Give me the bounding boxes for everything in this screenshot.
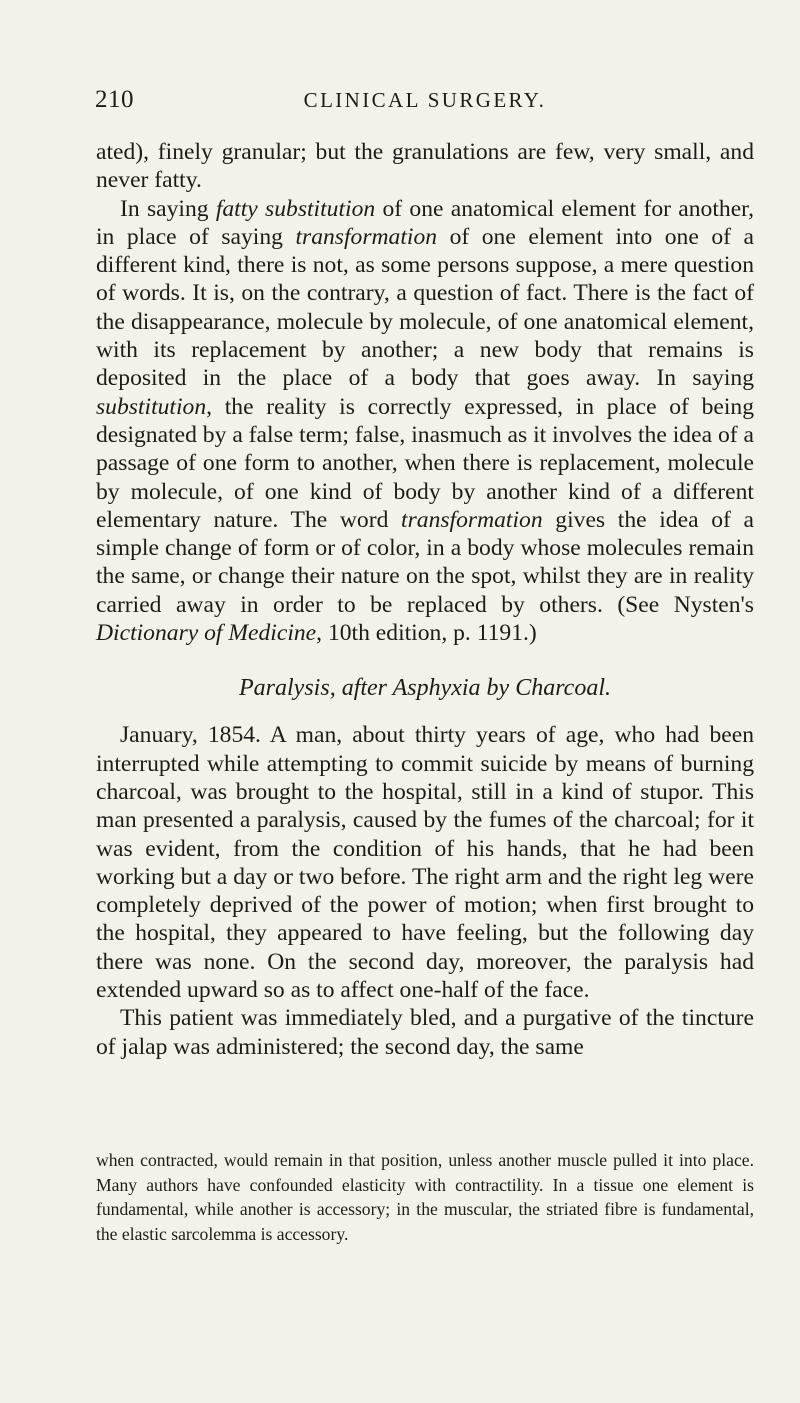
- text-run: January, 1854. A man, about thirty years of age, who had been interrupted while attempting to commit suicide by means of burning charcoal, was brought to the hospital, still in a kind of stupor. This man presented a paralysis, caused by the fumes of the charcoal; for it was evident, from the condition of his hands, that he had been working but a day or two before. The right arm and the right leg were completely deprived of the power of motion; when first brought to the hospital, they appeared to have feeling, but the following day there was none. On the second day, moreover, the paralysis had extended upward so as to affect one-half of the face.: [96, 722, 754, 1004]
- text-run: This patient was immediately bled, and a purgative of the tincture of jalap was administered; the second day, the same: [96, 1005, 754, 1060]
- paragraph: [96, 721, 754, 1004]
- page-header: [95, 86, 755, 116]
- section-heading: [96, 673, 754, 703]
- paragraph: [96, 195, 754, 648]
- italic-text-run: transformation: [401, 506, 543, 533]
- text-run: of one element into one of a different kind, there is not, as some persons suppose, a mere question of words. It is, on the contrary, a question of fact. There is the fact of the disappearance, molecule by molecule, of one anatomical element, with its replacement by another; a new body that remains is deposited in the place of a body that goes away. In saying: [96, 223, 754, 392]
- text-run: of one anatomical element for another, in place of saying: [96, 195, 754, 250]
- text-run: , 10th edition, p. 1191.): [316, 620, 537, 647]
- text-run: In saying: [120, 195, 216, 222]
- paragraph: [96, 138, 754, 195]
- italic-text-run: Paralysis: [239, 675, 330, 702]
- paragraph: [96, 1004, 754, 1061]
- running-head: CLINICAL SURGERY.: [303, 88, 547, 112]
- italic-text-run: after Asphyxia by Charcoal.: [341, 675, 611, 702]
- text-run: gives the idea of a simple change of form or of color, in a body whose molecules remain the same, or change their nature on the spot, whilst they are in reality carried away in order to be replaced by others. (See Nysten's: [96, 506, 754, 618]
- text-run: , the reality is correctly expressed, in place of being designated by a false term; false, inasmuch as it involves the idea of a passage of one form to another, when there is replacement, molecule by molecule, of one kind of body by another kind of a different elementary nature. The word: [96, 393, 754, 533]
- italic-text-run: substitution: [96, 393, 207, 420]
- italic-text-run: fatty substitution: [215, 195, 376, 222]
- italic-text-run: Dictionary of Medicine: [96, 620, 317, 647]
- text-run: ,: [329, 675, 342, 702]
- footnote: when contracted, would remain in that position, unless another muscle pulled it into place. Many authors have confounded elasticity with contractility. In a tissue one element is fundamental, while another is accessory; in the muscular, the striated fibre is fundamental, the elastic sarcolemma is accessory.: [96, 1150, 754, 1244]
- page-number: 210: [95, 86, 134, 113]
- italic-text-run: transformation: [295, 223, 438, 250]
- body-text: [96, 138, 754, 1061]
- text-run: ated), finely granular; but the granulations are few, very small, and never fatty.: [96, 139, 754, 194]
